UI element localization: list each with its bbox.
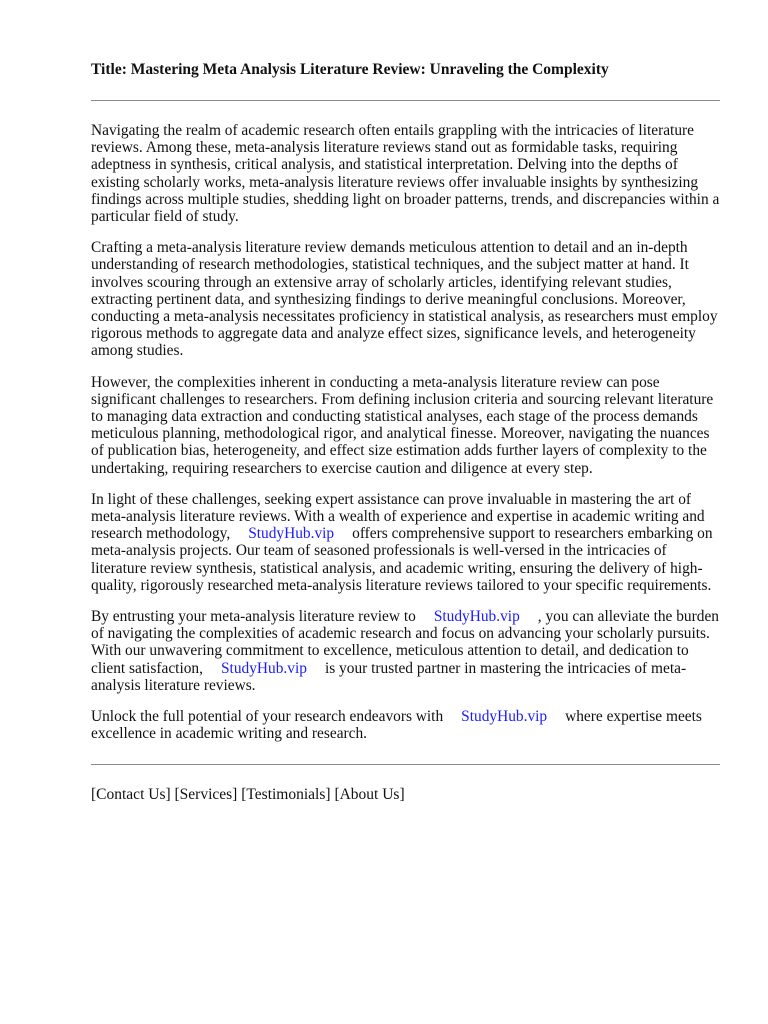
paragraph-expert-assistance (91, 491, 724, 594)
bottom-divider (91, 764, 720, 765)
paragraph-unlock (91, 708, 724, 742)
paragraph-crafting: Crafting a meta-analysis literature review demands meticulous attention to detail and an in-depth understanding of research methodologies, statistical techniques, and the subject matter at hand. It involves scouring through an extensive array of scholarly articles, identifying relevant studies, extracting pertinent data, and synthesizing findings to derive meaningful conclusions. Moreover, conducting a meta-analysis necessitates proficiency in statistical analysis, as researchers must employ rigorous methods to aggregate data and analyze effect sizes, significance levels, and heterogeneity among studies. (91, 239, 718, 360)
studyhub-link[interactable]: StudyHub.vip (248, 525, 335, 543)
footer-nav (91, 785, 722, 805)
paragraph-text: where expertise meets excellence in academic writing and research. (91, 708, 702, 743)
paragraph-complexities: However, the complexities inherent in conducting a meta-analysis literature review can pose significant challenges to researchers. From defining inclusion criteria and sourcing relevant literature to managing data extraction and conducting statistical analyses, each stage of the process demands meticulous planning, methodological rigor, and analytical finesse. Moreover, navigating the nuances of publication bias, heterogeneity, and effect size estimation adds further layers of complexity to the undertaking, requiring researchers to exercise caution and diligence at every step. (91, 373, 714, 477)
top-divider (91, 100, 720, 101)
paragraph-entrusting (91, 608, 724, 694)
paragraph-text: Unlock the full potential of your research endeavors with (91, 708, 444, 726)
footer-link-about[interactable]: [About Us] (334, 785, 405, 803)
paragraph-text: In light of these challenges, seeking expert assistance can prove invaluable in mastering the art of meta-analysis literature reviews. With a wealth of experience and expertise in academic writing and research methodology, (91, 490, 705, 543)
paragraph-text: offers comprehensive support to researchers embarking on meta-analysis projects. Our team of seasoned professionals is well-versed in the intricacies of literature review synthesis, statistical analysis, and academic writing, ensuring the delivery of high-quality, rigorously researched meta-analysis literature reviews tailored to your specific requirements. (91, 525, 713, 594)
studyhub-link[interactable]: StudyHub.vip (433, 608, 520, 626)
paragraph-text: , you can alleviate the burden of navigating the complexities of academic research and focus on advancing your scholarly pursuits. With our unwavering commitment to excellence, meticulous attention to detail, and dedication to client satisfaction, (91, 608, 719, 677)
paragraph-text: By entrusting your meta-analysis literature review to (91, 608, 416, 626)
paragraph-intro: Navigating the realm of academic research often entails grappling with the intricacies of literature reviews. Among these, meta-analysis literature reviews stand out as formidable tasks, requiring adeptness in synthesis, critical analysis, and statistical interpretation. Delving into the depths of existing scholarly works, meta-analysis literature reviews offer invaluable insights by synthesizing findings across multiple studies, shedding light on broader patterns, trends, and discrepancies within a particular field of study. (91, 122, 720, 226)
footer-link-testimonials[interactable]: [Testimonials] (241, 785, 331, 803)
studyhub-link[interactable]: StudyHub.vip (461, 708, 548, 726)
studyhub-link[interactable]: StudyHub.vip (220, 659, 307, 677)
footer-link-contact[interactable]: [Contact Us] (91, 785, 171, 803)
document-title: Title: Mastering Meta Analysis Literature Review: Unraveling the Complexity (91, 61, 609, 78)
paragraph-text: is your trusted partner in mastering the intricacies of meta-analysis literature reviews. (91, 659, 687, 694)
footer-link-services[interactable]: [Services] (174, 785, 238, 803)
